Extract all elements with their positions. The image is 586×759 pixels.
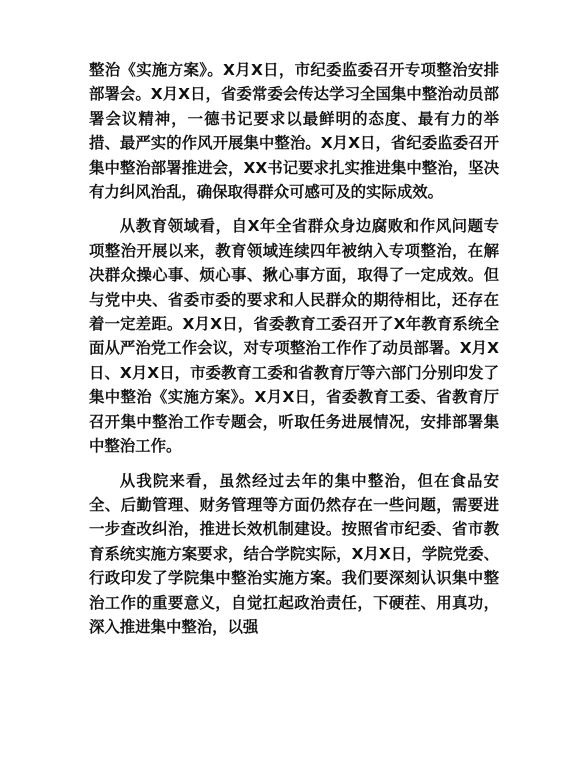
paragraph-1: 整治《实施方案》。X月X日，市纪委监委召开专项整治安排部署会。X月X日，省委常委会传达学习全国集中整治动员部署会议精神，一德书记要求以最鲜明的态度、最有力的举措、最严实的作风开展集中整治。X月X日，省纪委监委召开集中整治部署推进会，XX书记要求扎实推进集中整治，坚决有力纠风治乱，确保取得群众可感可及的实际成效。 <box>89 61 499 202</box>
document-body <box>89 58 499 639</box>
paragraph-3: 从我院来看，虽然经过去年的集中整治，但在食品安全、后勤管理、财务管理等方面仍然存在一些问题，需要进一步查改纠治，推进长效机制建设。按照省市纪委、省市教育系统实施方案要求，结合学院实际，X月X日，学院党委、行政印发了学院集中整治实施方案。我们要深刻认识集中整治工作的重要意义，自觉扛起政治责任，下硬茬、用真功，深入推进集中整治，以强 <box>89 471 499 636</box>
paragraph-2: 从教育领域看，自X年全省群众身边腐败和作风问题专项整治开展以来，教育领域连续四年被纳入专项整治，在解决群众操心事、烦心事、揪心事方面，取得了一定成效。但与党中央、省委市委的要求和人民群众的期待相比，还存在着一定差距。X月X日，省委教育工委召开了X年教育系统全面从严治党工作会议，对专项整治工作作了动员部署。X月X日、X月X日，市委教育工委和省教育厅等六部门分别印发了集中整治《实施方案》。X月X日，省委教育工委、省教育厅召开集中整治工作专题会，听取任务进展情况，安排部署集中整治工作。 <box>89 217 499 456</box>
